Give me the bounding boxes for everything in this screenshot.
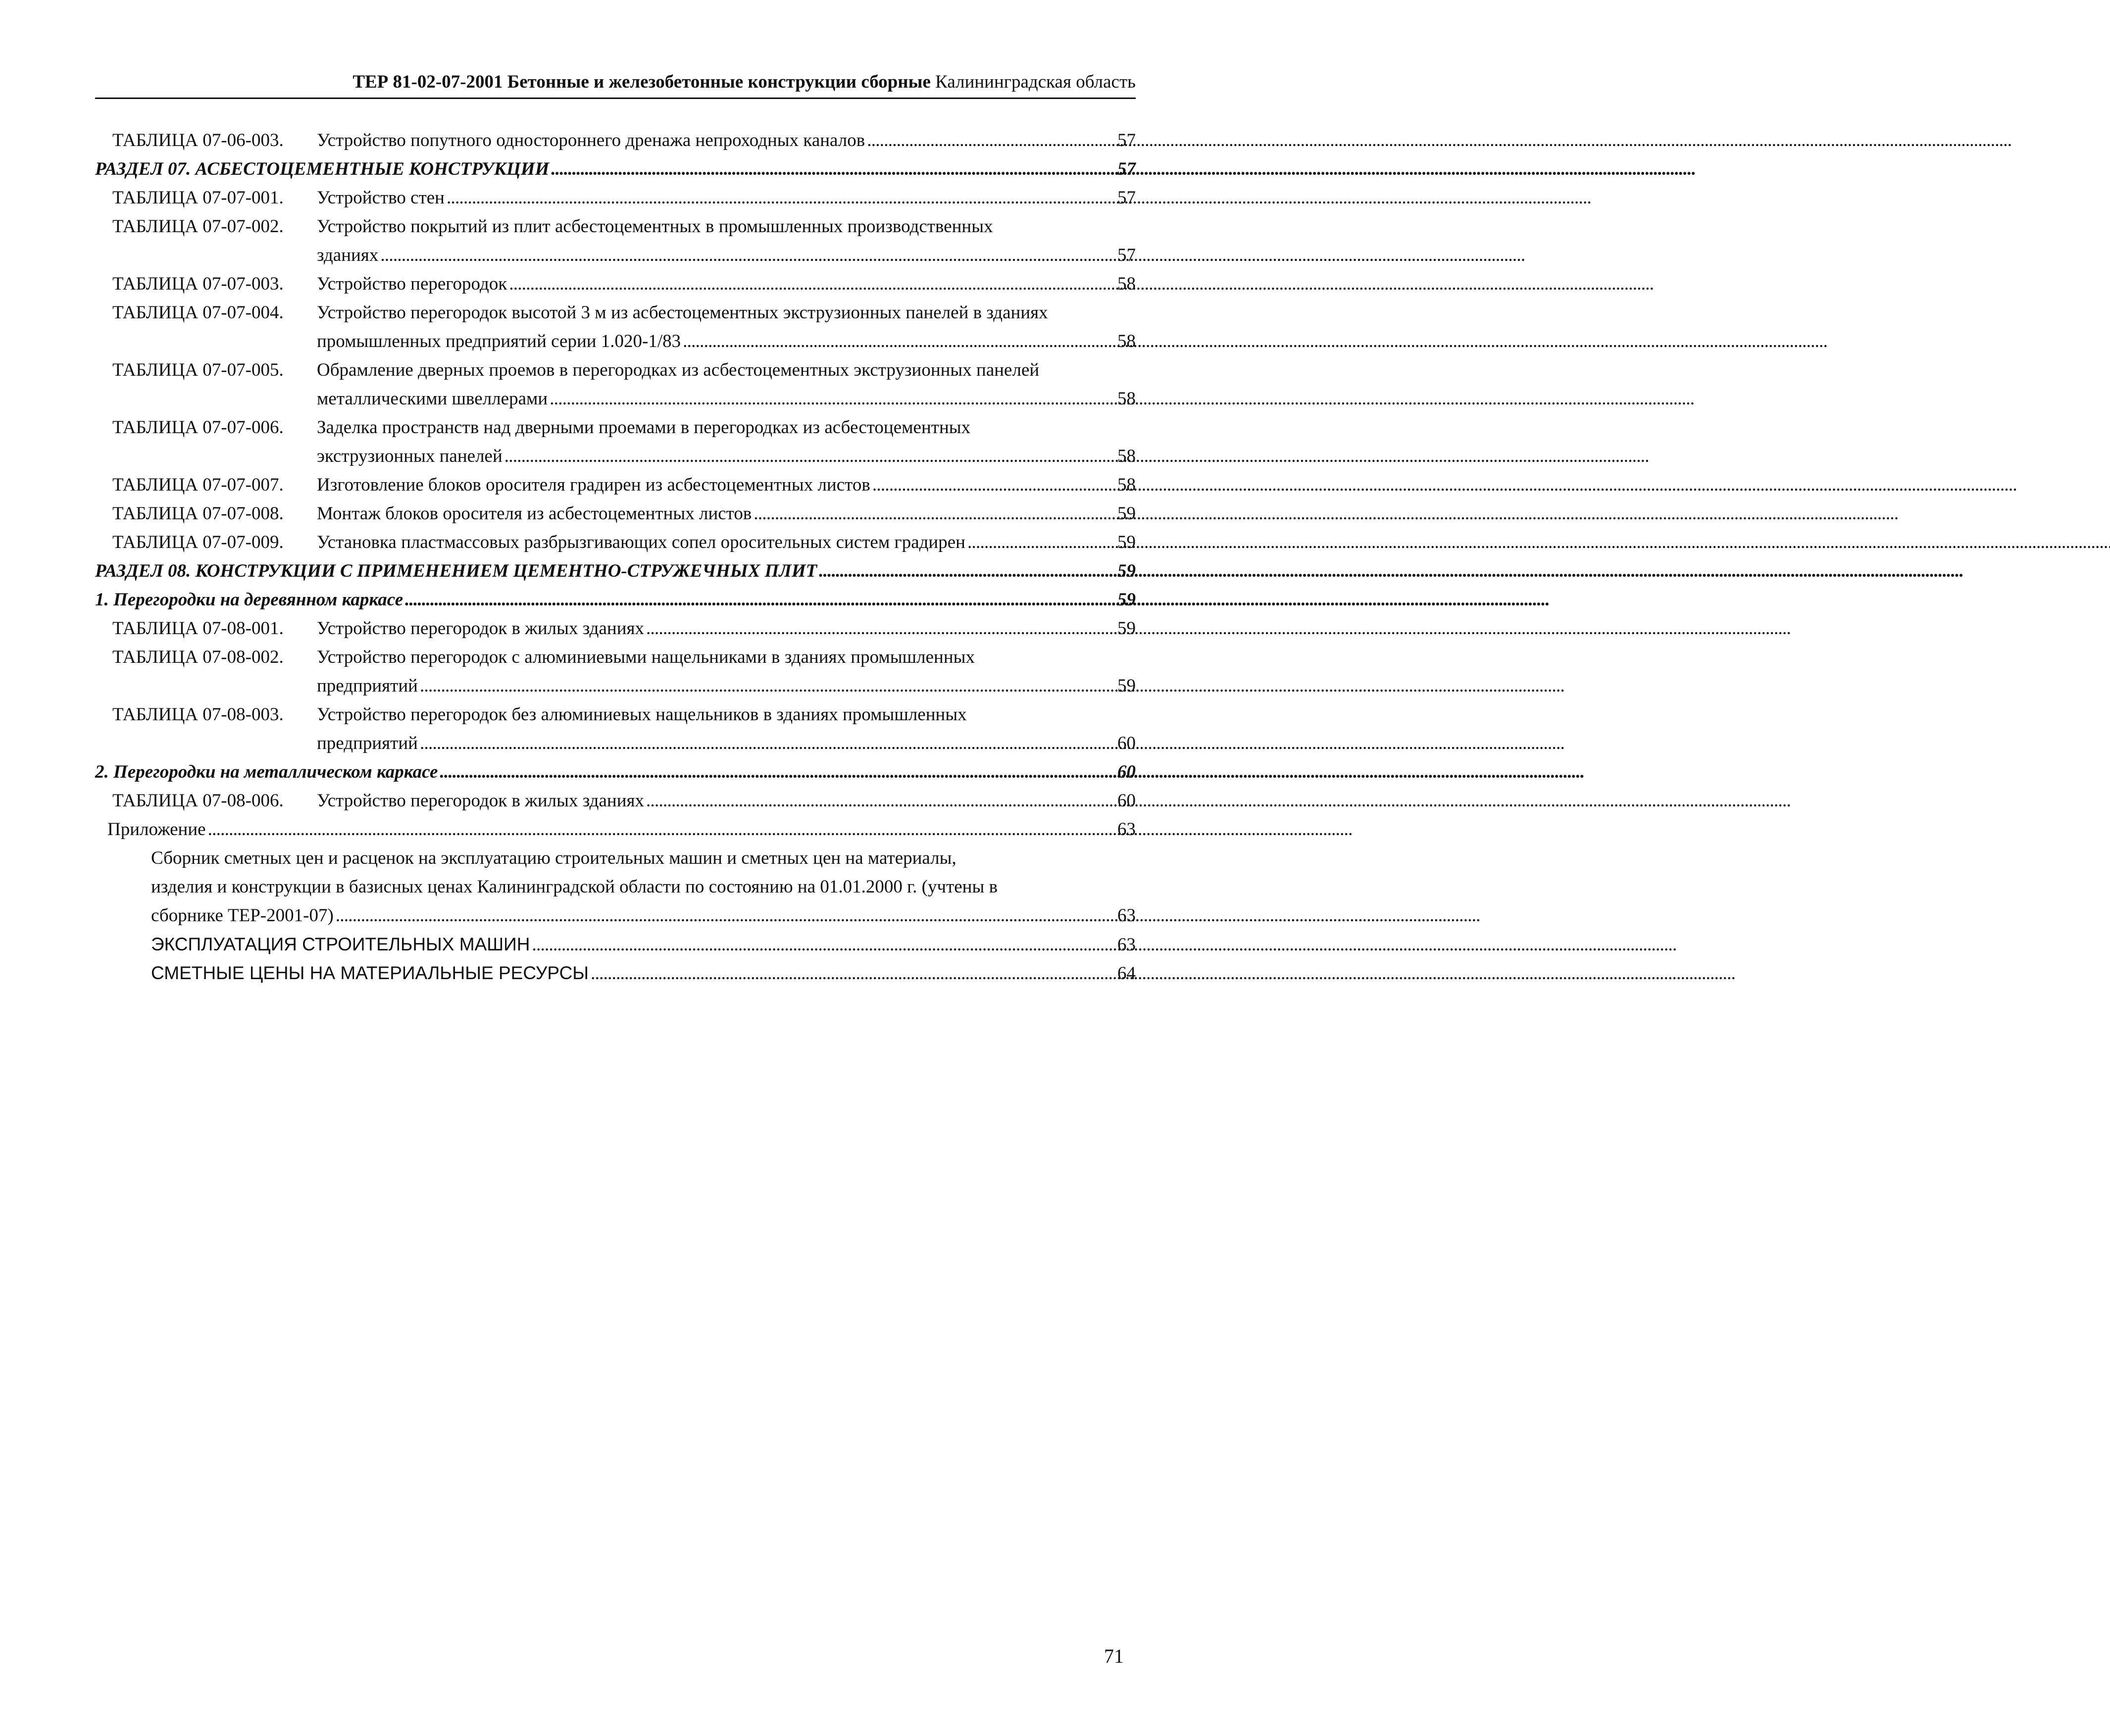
toc-section-page: 59 xyxy=(1117,561,1136,581)
dot-leader xyxy=(509,270,1109,298)
toc-subsection-2[interactable] xyxy=(95,758,1136,787)
dot-leader xyxy=(420,672,1109,700)
dot-leader xyxy=(336,901,1109,930)
toc-subsection-title: 2. Перегородки на металлическом каркасе xyxy=(95,762,438,782)
toc-entry-title-line-2: металлическими швеллерами xyxy=(317,389,548,409)
toc-entry-07-08-002[interactable] xyxy=(95,643,1136,700)
toc-entry-07-08-003[interactable] xyxy=(95,700,1136,758)
toc-entry-page: 58 xyxy=(1117,389,1136,409)
page-number: 71 xyxy=(1104,1645,1124,1667)
toc-section-title: РАЗДЕЛ 08. КОНСТРУКЦИИ С ПРИМЕНЕНИЕМ ЦЕМЕНТНО-СТРУЖЕЧНЫХ ПЛИТ xyxy=(95,561,817,581)
toc-entry-title-line-1: Сборник сметных цен и расценок на эксплуатацию строительных машин и сметных цен на материалы, xyxy=(151,848,956,868)
toc-section-title: РАЗДЕЛ 07. АСБЕСТОЦЕМЕНТНЫЕ КОНСТРУКЦИИ xyxy=(95,159,550,179)
toc-entry-code: ТАБЛИЦА 07-06-003. xyxy=(112,130,284,150)
toc-entry-07-07-004[interactable] xyxy=(95,298,1136,356)
dot-leader xyxy=(420,729,1109,758)
table-of-contents xyxy=(95,126,1136,988)
toc-entry-code: ТАБЛИЦА 07-07-009. xyxy=(112,532,284,552)
toc-entry-page: 59 xyxy=(1117,676,1136,696)
dot-leader xyxy=(550,385,1109,413)
toc-entry-page: 57 xyxy=(1117,130,1136,150)
toc-entry-title: СМЕТНЫЕ ЦЕНЫ НА МАТЕРИАЛЬНЫЕ РЕСУРСЫ xyxy=(151,963,589,983)
toc-entry-code: ТАБЛИЦА 07-07-006. xyxy=(112,417,284,438)
toc-entry-07-07-002[interactable] xyxy=(95,212,1136,270)
toc-entry-code: ТАБЛИЦА 07-08-002. xyxy=(112,647,284,667)
toc-entry-page: 63 xyxy=(1117,819,1136,840)
toc-entry-title-line-2: промышленных предприятий серии 1.020-1/83 xyxy=(317,331,681,351)
dot-leader xyxy=(405,586,1109,614)
toc-entry-07-06-003[interactable] xyxy=(95,126,1136,155)
toc-entry-07-07-006[interactable] xyxy=(95,413,1136,471)
dot-leader xyxy=(532,931,1109,959)
toc-entry-code: ТАБЛИЦА 07-07-008. xyxy=(112,503,284,524)
toc-entry-code: ТАБЛИЦА 07-07-005. xyxy=(112,360,284,380)
toc-entry-title: Монтаж блоков оросителя из асбестоцементных листов xyxy=(317,503,752,524)
toc-section-07[interactable] xyxy=(95,155,1136,184)
toc-entry-code: ТАБЛИЦА 07-07-003. xyxy=(112,274,284,294)
toc-entry-materials[interactable] xyxy=(95,959,1136,988)
toc-entry-code: ТАБЛИЦА 07-07-007. xyxy=(112,475,284,495)
toc-entry-title: Устройство стен xyxy=(317,188,445,208)
toc-entry-07-08-001[interactable] xyxy=(95,614,1136,643)
dot-leader xyxy=(872,471,1109,499)
toc-entry-page: 59 xyxy=(1117,532,1136,552)
toc-entry-title: Изготовление блоков оросителя градирен из асбестоцементных листов xyxy=(317,475,870,495)
toc-entry-appendix[interactable] xyxy=(95,815,1136,844)
toc-entry-page: 63 xyxy=(1117,935,1136,955)
toc-entry-title-line-1: Устройство перегородок без алюминиевых нащельников в зданиях промышленных xyxy=(317,704,967,725)
toc-entry-page: 59 xyxy=(1117,503,1136,524)
toc-entry-07-07-007[interactable] xyxy=(95,471,1136,499)
dot-leader xyxy=(754,499,1109,528)
toc-entry-title-line-1: Устройство покрытий из плит асбестоцементных в промышленных производственных xyxy=(317,216,993,237)
dot-leader xyxy=(867,126,1109,155)
toc-subsection-page: 59 xyxy=(1117,590,1136,610)
toc-entry-page: 63 xyxy=(1117,905,1136,926)
toc-entry-code: ТАБЛИЦА 07-07-002. xyxy=(112,216,284,237)
toc-entry-page: 58 xyxy=(1117,475,1136,495)
dot-leader xyxy=(208,815,1109,844)
running-header xyxy=(95,68,1136,96)
toc-entry-title-line-1: Устройство перегородок высотой 3 м из асбестоцементных экструзионных панелей в зданиях xyxy=(317,302,1048,323)
toc-entry-title: Устройство перегородок xyxy=(317,274,507,294)
toc-entry-code: ТАБЛИЦА 07-07-004. xyxy=(112,302,284,323)
toc-entry-07-07-009[interactable] xyxy=(95,528,1136,557)
dot-leader xyxy=(591,959,1109,988)
toc-entry-title-line-2: предприятий xyxy=(317,733,418,753)
dot-leader xyxy=(967,528,1109,557)
toc-entry-07-07-001[interactable] xyxy=(95,184,1136,212)
toc-entry-page: 57 xyxy=(1117,188,1136,208)
header-rule xyxy=(95,98,1136,99)
toc-entry-code: ТАБЛИЦА 07-07-001. xyxy=(112,188,284,208)
toc-entry-title: ЭКСПЛУАТАЦИЯ СТРОИТЕЛЬНЫХ МАШИН xyxy=(151,934,530,954)
header-region: Калининградская область xyxy=(935,72,1136,92)
toc-entry-title-line-2: зданиях xyxy=(317,245,379,265)
dot-leader xyxy=(440,758,1109,787)
dot-leader xyxy=(683,327,1109,356)
toc-entry-title-line-1: Обрамление дверных проемов в перегородках из асбестоцементных экструзионных панелей xyxy=(317,360,1040,380)
toc-entry-title-line-2: предприятий xyxy=(317,676,418,696)
toc-entry-07-07-008[interactable] xyxy=(95,499,1136,528)
toc-entry-title-line-1: Устройство перегородок с алюминиевыми нащельниками в зданиях промышленных xyxy=(317,647,975,667)
toc-entry-title-line-2: экструзионных панелей xyxy=(317,446,502,466)
toc-entry-page: 64 xyxy=(1117,963,1136,984)
toc-entry-page: 58 xyxy=(1117,446,1136,466)
toc-entry-page: 60 xyxy=(1117,733,1136,753)
toc-entry-page: 58 xyxy=(1117,331,1136,351)
toc-entry-machines[interactable] xyxy=(95,930,1136,959)
toc-subsection-page: 60 xyxy=(1117,762,1136,782)
toc-section-page: 57 xyxy=(1117,159,1136,179)
dot-leader xyxy=(646,787,1109,815)
dot-leader xyxy=(646,614,1109,643)
toc-entry-page: 60 xyxy=(1117,791,1136,811)
toc-entry-page: 58 xyxy=(1117,274,1136,294)
toc-entry-price-collection[interactable] xyxy=(95,844,1136,930)
toc-entry-title: Установка пластмассовых разбрызгивающих сопел оросительных систем градирен xyxy=(317,532,965,552)
toc-entry-07-07-003[interactable] xyxy=(95,270,1136,298)
dot-leader xyxy=(551,155,1109,184)
toc-entry-page: 57 xyxy=(1117,245,1136,265)
toc-section-08[interactable] xyxy=(95,557,1136,586)
toc-entry-code: ТАБЛИЦА 07-08-001. xyxy=(112,618,284,639)
toc-entry-title: Устройство перегородок в жилых зданиях xyxy=(317,618,645,639)
toc-subsection-1[interactable] xyxy=(95,586,1136,614)
toc-entry-07-08-006[interactable] xyxy=(95,787,1136,815)
toc-entry-07-07-005[interactable] xyxy=(95,356,1136,413)
toc-subsection-title: 1. Перегородки на деревянном каркасе xyxy=(95,590,403,610)
toc-entry-title: Устройство попутного одностороннего дренажа непроходных каналов xyxy=(317,130,865,150)
dot-leader xyxy=(447,184,1109,212)
toc-entry-page: 59 xyxy=(1117,618,1136,639)
toc-entry-title: Приложение xyxy=(107,819,206,840)
toc-entry-title-line-3: сборнике ТЕР-2001-07) xyxy=(151,905,334,926)
dot-leader xyxy=(819,557,1109,586)
toc-entry-title: Устройство перегородок в жилых зданиях xyxy=(317,791,645,811)
header-document-title: ТЕР 81-02-07-2001 Бетонные и железобетонные конструкции сборные xyxy=(352,72,931,92)
dot-leader xyxy=(504,442,1109,471)
toc-entry-title-line-2: изделия и конструкции в базисных ценах Калининградской области по состоянию на 01.01.2000 г. (учтены в xyxy=(151,877,998,897)
toc-entry-code: ТАБЛИЦА 07-08-006. xyxy=(112,791,284,811)
toc-entry-title-line-1: Заделка пространств над дверными проемами в перегородках из асбестоцементных xyxy=(317,417,971,438)
toc-entry-code: ТАБЛИЦА 07-08-003. xyxy=(112,704,284,725)
dot-leader xyxy=(380,241,1109,270)
